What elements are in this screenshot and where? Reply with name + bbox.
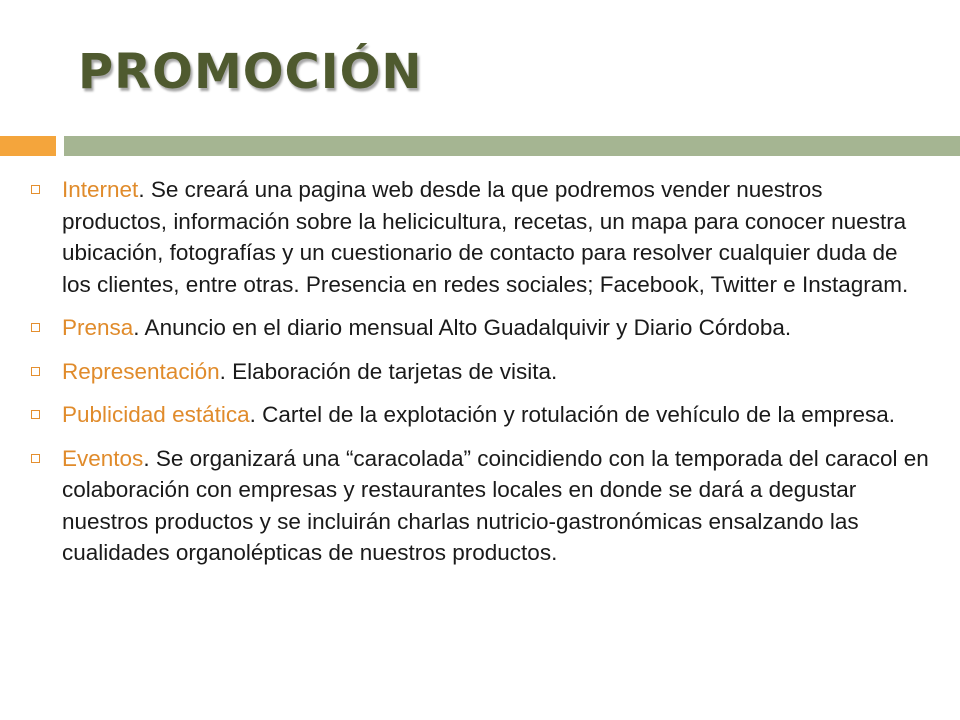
item-text: . Cartel de la explotación y rotulación de vehículo de la empresa. — [249, 402, 895, 427]
list-item-eventos — [0, 443, 960, 569]
item-topic: Prensa — [62, 315, 134, 340]
slide-title: PROMOCIÓN — [78, 44, 423, 100]
item-topic: Internet — [62, 177, 139, 202]
bullet-list — [0, 174, 960, 581]
accent-bar-green — [64, 136, 960, 156]
square-bullet-icon — [31, 367, 40, 376]
item-text: . Se creará una pagina web desde la que podremos vender nuestros productos, información sobre la helicicultura, recetas, un mapa para conocer nuestra ubicación, fotografías y un cuestionario de contacto para resolver cualquier duda de los clientes, entre otras. Presencia en redes sociales; Facebook, Twitter e Instagram. — [62, 177, 909, 297]
item-text: . Se organizará una “caracolada” coincidiendo con la temporada del caracol en colaboración con empresas y restaurantes locales en donde se dará a degustar nuestros productos y se incluirán charlas nutricio-gastronómicas ensalzando las cualidades organolépticas de nuestros productos. — [62, 445, 929, 565]
item-text: . Elaboración de tarjetas de visita. — [219, 358, 558, 384]
accent-bar-orange — [0, 136, 56, 156]
list-item-representacion — [0, 356, 960, 388]
item-topic: Publicidad estática — [62, 402, 250, 427]
square-bullet-icon — [31, 410, 40, 419]
list-item-internet — [0, 174, 960, 300]
square-bullet-icon — [31, 454, 40, 463]
item-topic: Representación — [62, 358, 220, 384]
square-bullet-icon — [31, 323, 40, 332]
list-item-publicidad-estatica — [0, 399, 960, 431]
square-bullet-icon — [31, 185, 40, 194]
item-topic: Eventos — [62, 445, 144, 471]
item-text: . Anuncio en el diario mensual Alto Guadalquivir y Diario Córdoba. — [133, 315, 792, 340]
list-item-prensa — [0, 312, 960, 344]
